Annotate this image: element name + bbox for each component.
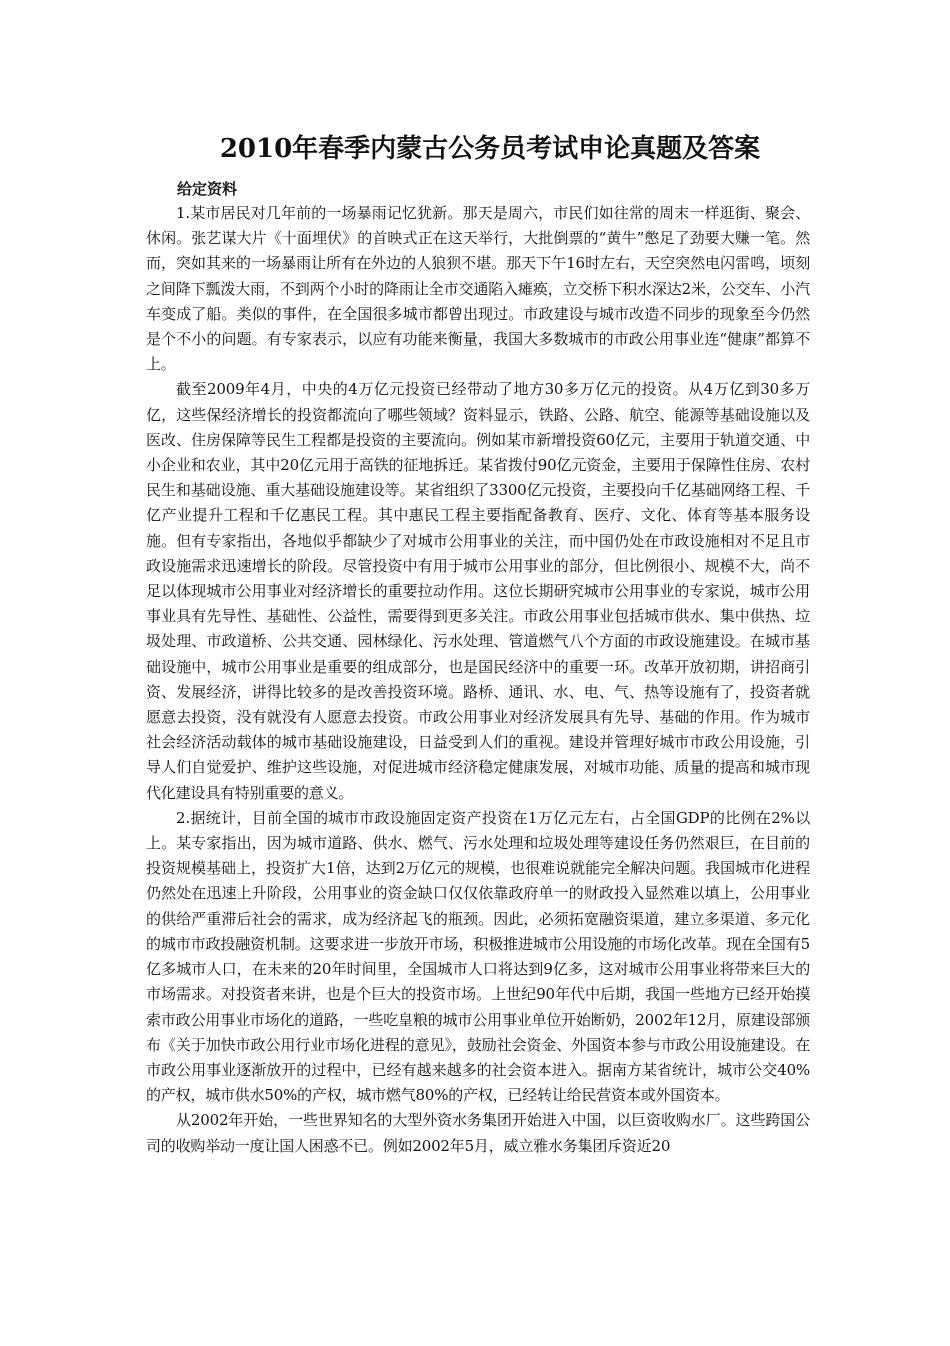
body-text [146, 201, 810, 1159]
section-heading: 给定资料 [177, 180, 238, 198]
paragraph: 2.据统计，目前全国的城市市政设施固定资产投资在1万亿元左右，占全国GDP的比例在2%以上。某专家指出，因为城市道路、供水、燃气、污水处理和垃圾处理等建设任务仍然艰巨，在目前的投资规模基础上，投资扩大1倍，达到2万亿元的规模，也很难说就能完全解决问题。我国城市化进程仍然处在迅速上升阶段，公用事业的资金缺口仅仅依靠政府单一的财政投入显然难以填上，公用事业的供给严重滞后社会的需求，成为经济起飞的瓶颈。因此，必须拓宽融资渠道，建立多渠道、多元化的城市市政投融资机制。这要求进一步放开市场，积极推进城市公用设施的市场化改革。现在全国有5亿多城市人口，在未来的20年时间里，全国城市人口将达到9亿多，这对城市公用事业将带来巨大的市场需求。对投资者来讲，也是个巨大的投资市场。上世纪90年代中后期，我国一些地方已经开始摸索市政公用事业市场化的道路，一些吃皇粮的城市公用事业单位开始断奶，2002年12月，原建设部颁布《关于加快市政公用行业市场化进程的意见》，鼓励社会资金、外国资本参与市政公用设施建设。在市政公用事业逐渐放开的过程中，已经有越来越多的社会资本进入。据南方某省统计，城市公交40%的产权，城市供水50%的产权，城市燃气80%的产权，已经转让给民营资本或外国资本。 [146, 808, 810, 1105]
paragraph: 1.某市居民对几年前的一场暴雨记忆犹新。那天是周六，市民们如往常的周末一样逛街、聚会、休闲。张艺谋大片《十面埋伏》的首映式正在这天举行，大批倒票的“黄牛”憋足了劲要大赚一笔。然而，突如其来的一场暴雨让所有在外边的人狼狈不堪。那天下午16时左右，天空突然电闪雷鸣，顷刻之间降下瓢泼大雨，不到两个小时的降雨让全市交通陷入瘫痪，立交桥下积水深达2米，公交车、小汽车变成了船。类似的事件，在全国很多城市都曾出现过。市政建设与城市改造不同步的现象至今仍然是个不小的问题。有专家表示，以应有功能来衡量，我国大多数城市的市政公用事业连“健康”都算不上。 [146, 204, 810, 374]
paragraph: 从2002年开始，一些世界知名的大型外资水务集团开始进入中国，以巨资收购水厂。这些跨国公司的收购举动一度让国人困惑不已。例如2002年5月，威立雅水务集团斥资近20 [146, 1111, 810, 1155]
page-title: 2010年春季内蒙古公务员考试申论真题及答案 [219, 134, 761, 164]
paragraph: 截至2009年4月，中央的4万亿元投资已经带动了地方30多万亿元的投资。从4万亿到30多万亿，这些保经济增长的投资都流向了哪些领域？资料显示，铁路、公路、航空、能源等基础设施以及医改、住房保障等民生工程都是投资的主要流向。例如某市新增投资60亿元，主要用于轨道交通、中小企业和农业，其中20亿元用于高铁的征地拆迁。某省拨付90亿元资金，主要用于保障性住房、农村民生和基础设施、重大基础设施建设等。某省组织了3300亿元投资，主要投向千亿基础网络工程、千亿产业提升工程和千亿惠民工程。其中惠民工程主要指配备教育、医疗、文化、体育等基本服务设施。但有专家指出，各地似乎都缺少了对城市公用事业的关注，而中国仍处在市政设施相对不足且市政设施需求迅速增长的阶段。尽管投资中有用于城市公用事业的部分，但比例很小、规模不大，尚不足以体现城市公用事业对经济增长的重要拉动作用。这位长期研究城市公用事业的专家说，城市公用事业具有先导性、基础性、公益性，需要得到更多关注。市政公用事业包括城市供水、集中供热、垃圾处理、市政道桥、公共交通、园林绿化、污水处理、管道燃气八个方面的市政设施建设。在城市基础设施中，城市公用事业是重要的组成部分，也是国民经济中的重要一环。改革开放初期，讲招商引资、发展经济，讲得比较多的是改善投资环境。路桥、通讯、水、电、气、热等设施有了，投资者就愿意去投资，没有就没有人愿意去投资。市政公用事业对经济发展具有先导、基础的作用。作为城市社会经济活动载体的城市基础设施建设，日益受到人们的重视。建设并管理好城市市政公用设施，引导人们自觉爱护、维护这些设施，对促进城市经济稳定健康发展，对城市功能、质量的提高和城市现代化建设具有特别重要的意义。 [146, 380, 810, 802]
